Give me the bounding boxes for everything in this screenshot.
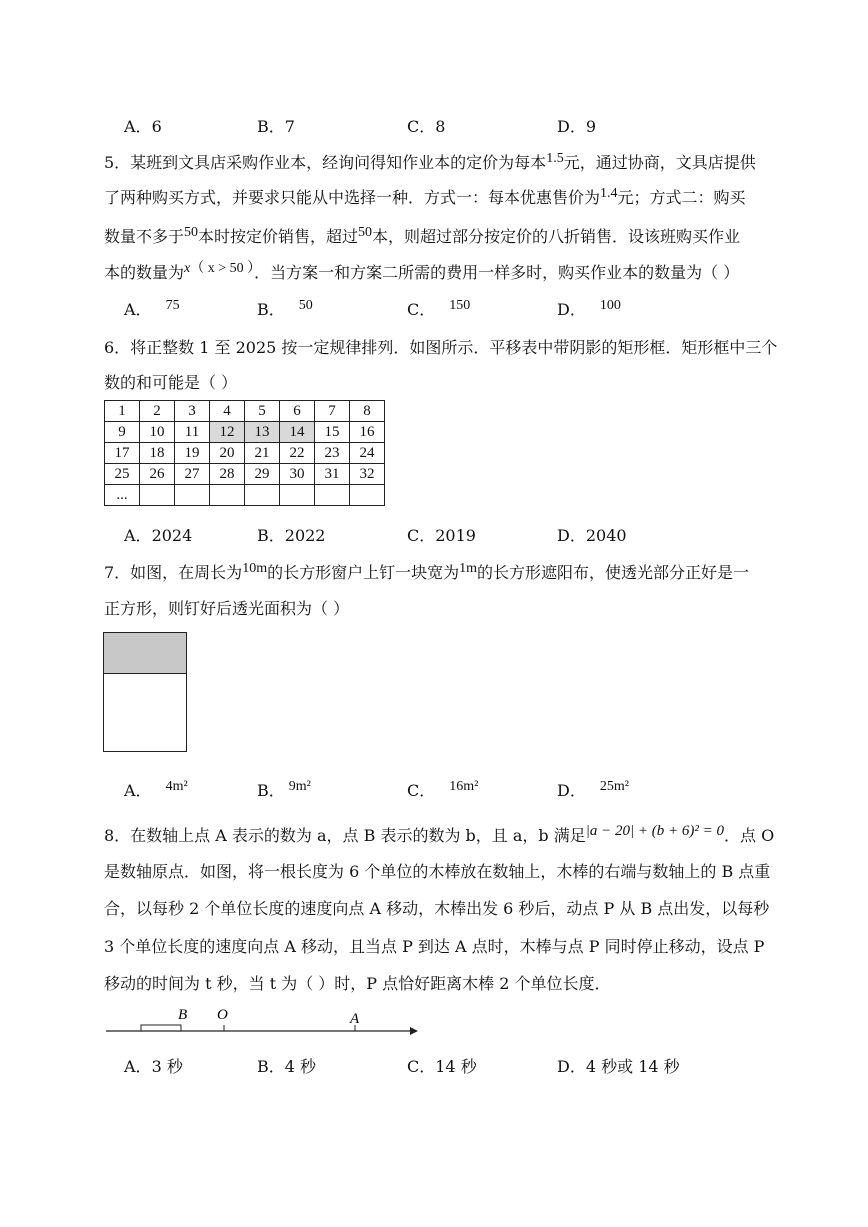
table-cell: 27 xyxy=(175,464,210,485)
table-cell: 16 xyxy=(350,422,385,443)
table-cell: 26 xyxy=(140,464,175,485)
table-cell: 29 xyxy=(245,464,280,485)
table-cell: 13 xyxy=(245,422,280,443)
table-cell: 10 xyxy=(140,422,175,443)
table-cell: 32 xyxy=(350,464,385,485)
q8-line-2: 是数轴原点．如图，将一根长度为 6 个单位的木棒放在数轴上，木棒的右端与数轴上的 B 点重 xyxy=(104,862,771,881)
q8-option-b[interactable]: B．4 秒 xyxy=(257,1057,317,1076)
wooden-stick xyxy=(141,1025,181,1031)
q8-option-c[interactable]: C．14 秒 xyxy=(407,1057,477,1076)
table-cell: 3 xyxy=(175,401,210,422)
table-cell: 2 xyxy=(140,401,175,422)
table-row xyxy=(105,443,385,464)
table-cell: 7 xyxy=(315,401,350,422)
table-cell xyxy=(245,485,280,506)
q8-line-1: 8．在数轴上点 A 表示的数为 a，点 B 表示的数为 b，且 a，b 满足|a − 20| + (b + 6)² = 0．点 O xyxy=(104,823,775,845)
q5-option-d[interactable]: D． 100 xyxy=(557,298,621,319)
table-cell: 25 xyxy=(105,464,140,485)
table-row xyxy=(105,422,385,443)
table-cell: 14 xyxy=(280,422,315,443)
q7-line-2: 正方形，则钉好后透光面积为（ ） xyxy=(104,599,350,618)
table-row xyxy=(105,485,385,506)
q8-option-d[interactable]: D．4 秒或 14 秒 xyxy=(557,1057,680,1076)
table-row xyxy=(105,401,385,422)
table-cell: 4 xyxy=(210,401,245,422)
table-cell: 11 xyxy=(175,422,210,443)
number-table xyxy=(104,400,385,506)
q6-line-2: 数的和可能是（ ） xyxy=(104,373,238,392)
table-cell: 17 xyxy=(105,443,140,464)
table-cell xyxy=(175,485,210,506)
table-cell: 5 xyxy=(245,401,280,422)
table-cell: 18 xyxy=(140,443,175,464)
table-cell: 12 xyxy=(210,422,245,443)
q5-line-4: 本的数量为x（ x > 50 ）．当方案一和方案二所需的费用一样多时，购买作业本的数量为（ ） xyxy=(104,261,740,282)
table-cell: 24 xyxy=(350,443,385,464)
table-cell xyxy=(140,485,175,506)
table-cell: 1 xyxy=(105,401,140,422)
sunshade-cloth xyxy=(104,633,186,674)
q4-option-a[interactable]: A．6 xyxy=(124,117,162,136)
q6-option-c[interactable]: C．2019 xyxy=(407,526,476,545)
q6-option-d[interactable]: D．2040 xyxy=(557,526,627,545)
table-cell: 6 xyxy=(280,401,315,422)
table-cell: 23 xyxy=(315,443,350,464)
window-figure xyxy=(103,632,187,752)
q7-option-d[interactable]: D． 25m² xyxy=(557,779,629,800)
table-cell: 22 xyxy=(280,443,315,464)
q4-option-d[interactable]: D．9 xyxy=(557,117,597,136)
q6-option-a[interactable]: A．2024 xyxy=(124,526,193,545)
table-cell: 15 xyxy=(315,422,350,443)
q8-line-3: 合，以每秒 2 个单位长度的速度向点 A 移动，木棒出发 6 秒后，动点 P 从 B 点出发，以每秒 xyxy=(104,899,770,918)
table-cell: 8 xyxy=(350,401,385,422)
q8-line-5: 移动的时间为 t 秒，当 t 为（ ）时，P 点恰好距离木棒 2 个单位长度． xyxy=(104,974,611,993)
q5-option-c[interactable]: C． 150 xyxy=(407,298,471,319)
number-line-figure xyxy=(104,1003,424,1039)
q5-line-2: 了两种购买方式，并要求只能从中选择一种．方式一：每本优惠售价为1.4元；方式二：购买 xyxy=(104,186,746,207)
q5-option-b[interactable]: B． 50 xyxy=(257,298,313,319)
table-cell: ... xyxy=(105,485,140,506)
q6-option-b[interactable]: B．2022 xyxy=(257,526,326,545)
table-cell xyxy=(315,485,350,506)
q5-line-3: 数量不多于50本时按定价销售，超过50本，则超过部分按定价的八折销售．设该班购买作业 xyxy=(104,225,741,246)
table-cell: 28 xyxy=(210,464,245,485)
q4-option-b[interactable]: B．7 xyxy=(257,117,295,136)
q7-option-a[interactable]: A． 4m² xyxy=(124,779,188,800)
q8-line-4: 3 个单位长度的速度向点 A 移动，且当点 P 到达 A 点时，木棒与点 P 同时停止移动，设点 P xyxy=(104,937,765,956)
axis-arrow xyxy=(410,1027,418,1035)
q7-option-c[interactable]: C． 16m² xyxy=(407,779,479,800)
label-a: A xyxy=(350,1011,360,1027)
q6-line-1: 6．将正整数 1 至 2025 按一定规律排列．如图所示．平移表中带阴影的矩形框．矩形框中三个 xyxy=(104,338,778,357)
table-cell: 19 xyxy=(175,443,210,464)
q4-option-c[interactable]: C．8 xyxy=(407,117,446,136)
table-cell: 21 xyxy=(245,443,280,464)
q8-option-a[interactable]: A．3 秒 xyxy=(124,1057,183,1076)
q7-option-b[interactable]: B． 9m² xyxy=(257,779,311,800)
q5-line-1: 5．某班到文具店采购作业本，经询问得知作业本的定价为每本1.5元，通过协商，文具店提供 xyxy=(104,151,756,172)
label-o: O xyxy=(217,1007,228,1023)
q7-line-1: 7．如图，在周长为10m的长方形窗户上钉一块宽为1m的长方形遮阳布，使透光部分正好是一 xyxy=(104,561,749,582)
q5-option-a[interactable]: A． 75 xyxy=(124,298,180,319)
table-cell xyxy=(350,485,385,506)
table-cell: 30 xyxy=(280,464,315,485)
table-cell: 20 xyxy=(210,443,245,464)
table-cell xyxy=(210,485,245,506)
table-cell: 31 xyxy=(315,464,350,485)
table-row xyxy=(105,464,385,485)
table-cell: 9 xyxy=(105,422,140,443)
label-b: B xyxy=(178,1007,188,1023)
table-cell xyxy=(280,485,315,506)
